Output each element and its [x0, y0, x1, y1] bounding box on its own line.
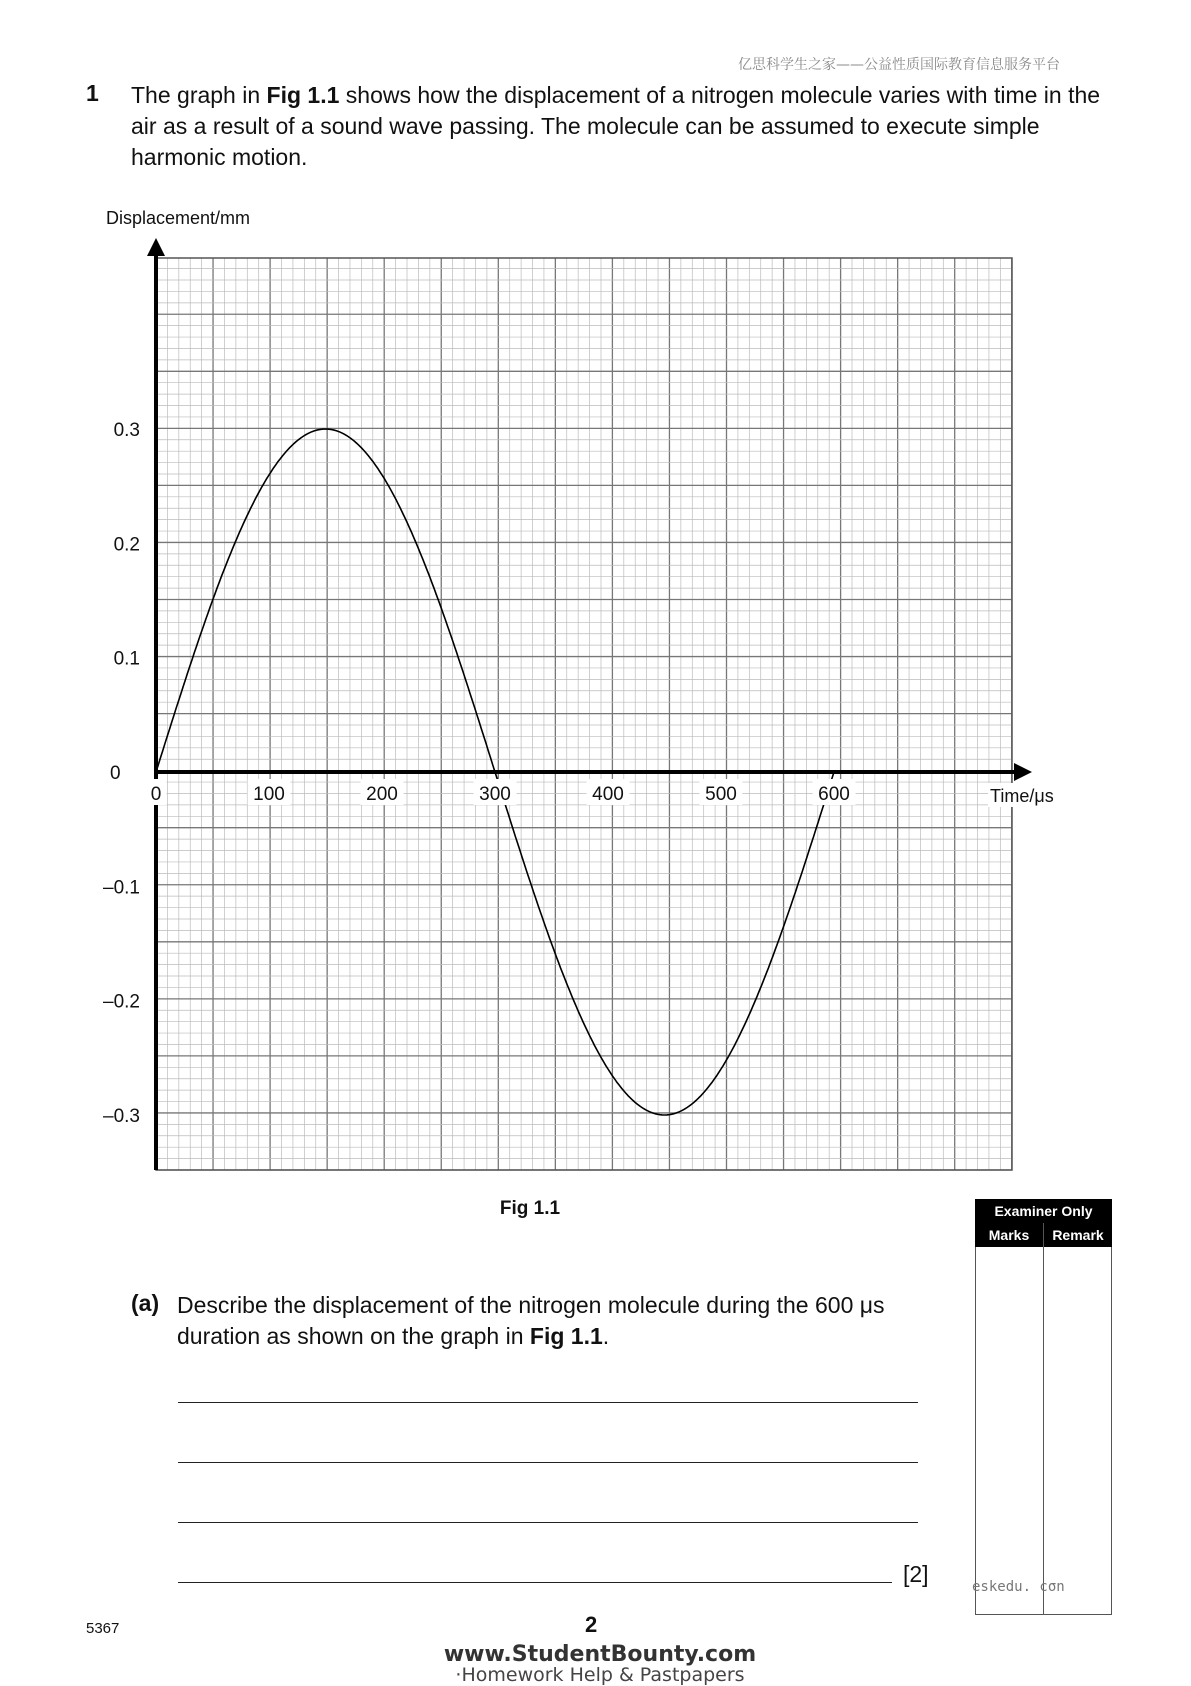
y-axis-label: Displacement/mm [106, 208, 250, 229]
question-number: 1 [86, 80, 99, 107]
x-tick-label: 400 [592, 784, 624, 805]
x-tick-label: 100 [253, 784, 285, 805]
part-a-text [177, 1290, 937, 1352]
watermark-header: 亿思科学生之家——公益性质国际教育信息服务平台 [660, 54, 1060, 74]
y-tick-label: 0.2 [114, 534, 140, 555]
brand-url: www.StudentBounty.com [430, 1642, 770, 1667]
examiner-remark-header: Remark [1044, 1223, 1112, 1247]
x-axis-arrow-icon [1014, 763, 1032, 781]
paper-code: 5367 [86, 1620, 119, 1637]
part-a-text-pre: Describe the displacement of the nitrogen molecule during the 600 μs duration as shown on the graph in [177, 1292, 885, 1349]
graph-paper-grid [156, 258, 1012, 1170]
part-a-label: (a) [131, 1290, 159, 1317]
answer-line[interactable] [178, 1522, 918, 1523]
answer-line[interactable] [178, 1582, 892, 1583]
figure-caption: Fig 1.1 [440, 1198, 620, 1220]
y-tick-label: 0.1 [114, 649, 140, 670]
examiner-marks-header: Marks [975, 1223, 1043, 1247]
site-stamp: eskedu. cσn [972, 1579, 1065, 1595]
x-axis-label: Time/μs [990, 786, 1054, 806]
examiner-only-title: Examiner Only [975, 1199, 1112, 1223]
answer-line[interactable] [178, 1402, 918, 1403]
question-text-pre: The graph in [131, 82, 267, 108]
y-tick-label: –0.2 [103, 992, 140, 1013]
x-tick-label: 500 [705, 784, 737, 805]
answer-line[interactable] [178, 1462, 918, 1463]
x-tick-label: 200 [366, 784, 398, 805]
part-a-text-figref: Fig 1.1 [530, 1323, 603, 1349]
y-tick-label: –0.1 [103, 877, 140, 898]
x-tick-label: 300 [479, 784, 511, 805]
page-number: 2 [585, 1612, 597, 1638]
x-tick-label: 600 [818, 784, 850, 805]
part-a-text-post: . [603, 1323, 609, 1349]
examiner-only-box [975, 1199, 1112, 1615]
brand-tagline: ·Homework Help & Pastpapers [430, 1664, 770, 1686]
y-tick-label: 0.3 [114, 420, 140, 441]
part-a-marks: [2] [903, 1561, 929, 1588]
x-tick-label: 0 [151, 784, 162, 805]
y-tick-label: –0.3 [103, 1106, 140, 1127]
examiner-column-divider [1043, 1223, 1044, 1615]
question-text-post: shows how the displacement of a nitrogen molecule varies with time in the air as a result of a sound wave passing. The molecule can be assumed to execute simple harmonic motion. [131, 82, 1100, 170]
y-tick-label: 0 [110, 763, 121, 784]
y-axis-arrow-icon [147, 238, 165, 256]
question-text-figref: Fig 1.1 [267, 82, 340, 108]
